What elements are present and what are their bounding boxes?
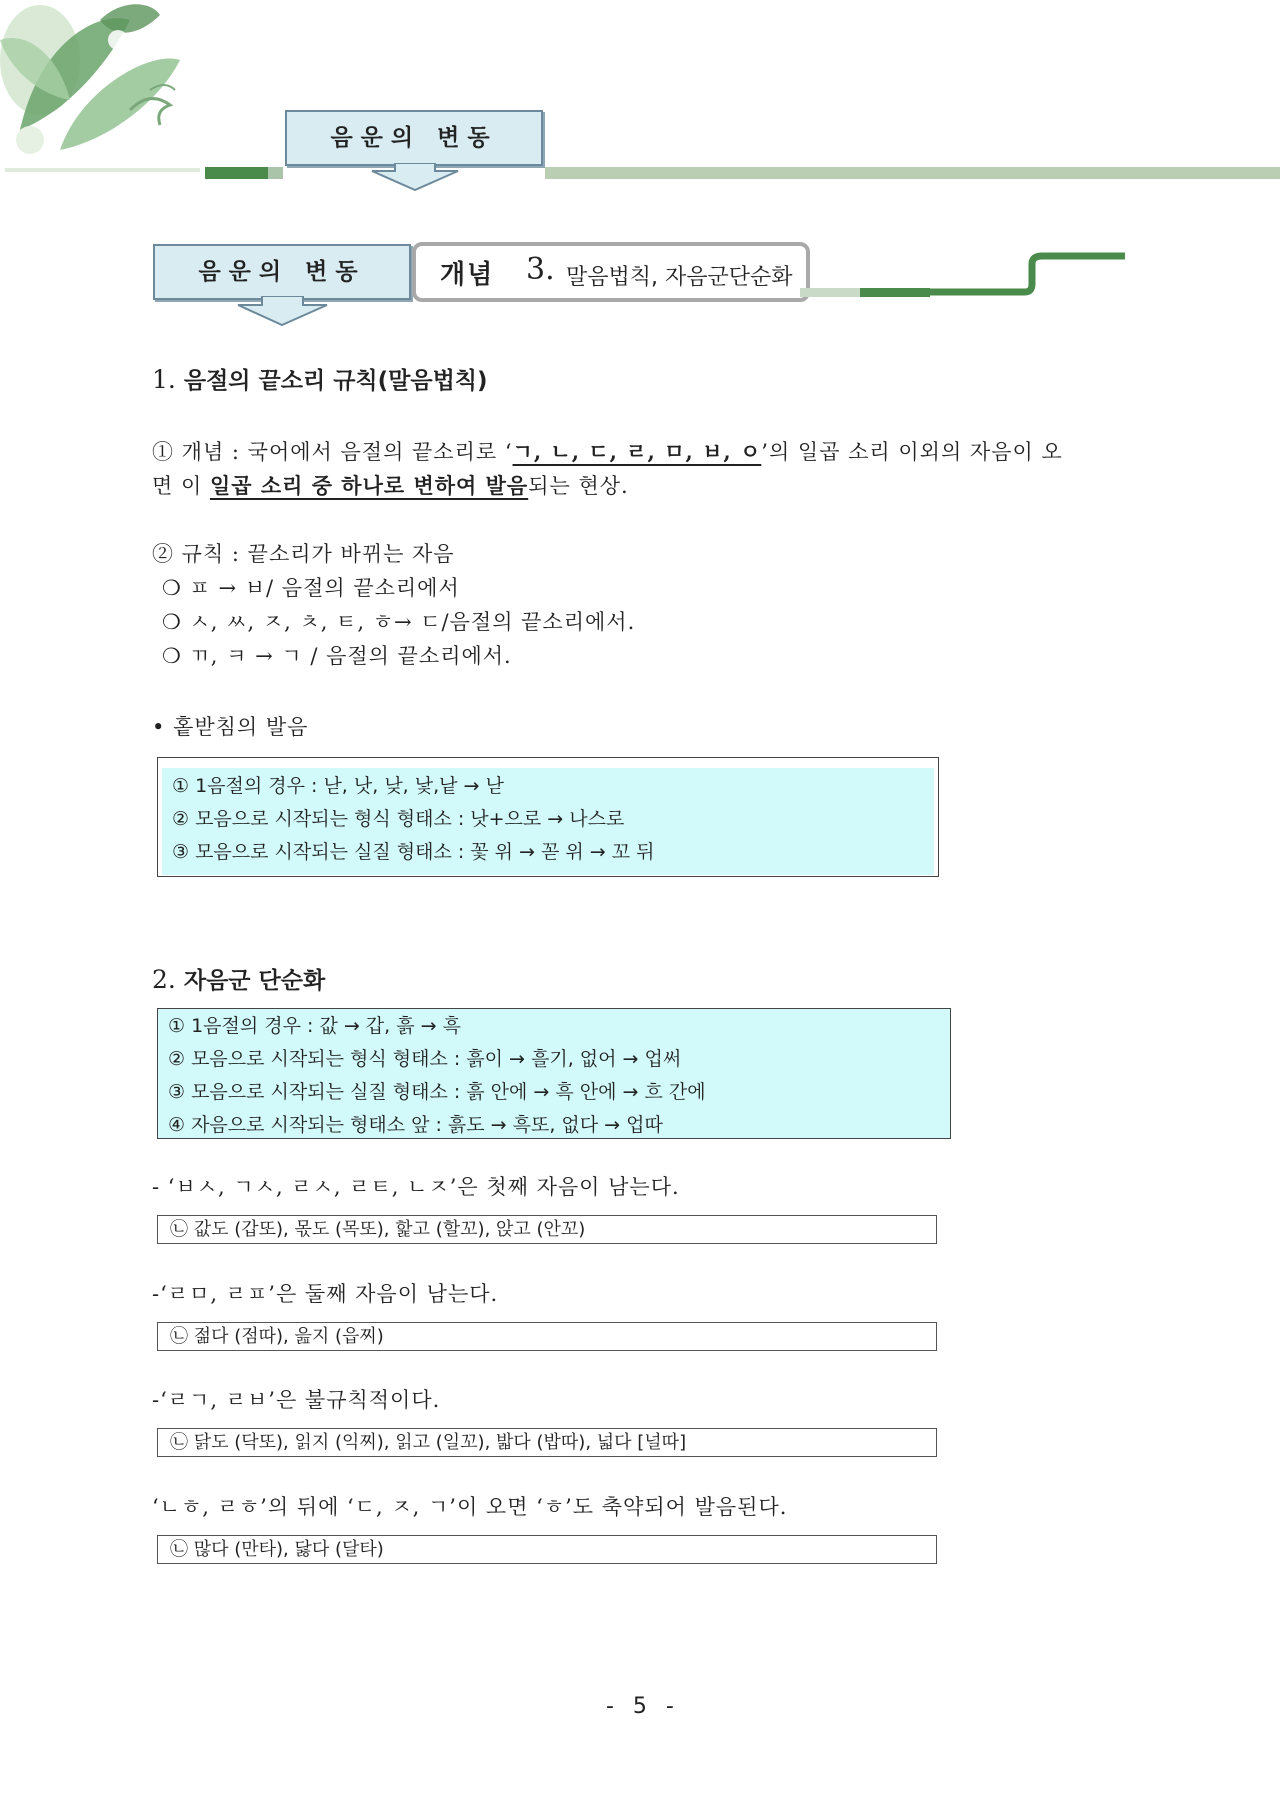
definition-consonants: ㄱ, ㄴ, ㄷ, ㄹ, ㅁ, ㅂ, ㅇ <box>512 439 762 464</box>
definition-emphasis: 일곱 소리 중 하나로 변하여 발음 <box>209 473 529 498</box>
circle-bullet-icon: ❍ <box>162 644 182 668</box>
definition-text: ’의 일곱 소리 이외의 자음이 오 <box>761 440 1063 464</box>
rule-item <box>162 605 635 639</box>
cluster-rule-1: - ‘ㅂㅅ, ㄱㅅ, ㄹㅅ, ㄹㅌ, ㄴㅈ’은 첫째 자음이 남는다. <box>152 1175 680 1199</box>
box-row: ① 1음절의 경우 : 값 → 갑, 흙 → 흑 <box>168 1015 461 1037</box>
section-2-heading <box>152 962 325 995</box>
definition-text: 면 이 <box>152 474 210 498</box>
down-arrow-icon <box>235 296 330 326</box>
header-bar-right <box>545 167 1280 179</box>
section-label: 음운의 변동 <box>153 244 411 300</box>
section-2-number: 2. <box>152 965 176 994</box>
section-1-title: 음절의 끝소리 규칙(말음법칙) <box>183 368 488 394</box>
box-row: ③ 모음으로 시작되는 실질 형태소 : 꽃 위 → 꼳 위 → 꼬 뒤 <box>172 841 655 863</box>
concept-title: 말음법칙, 자음군단순화 <box>566 265 793 290</box>
concept-tab <box>412 242 810 302</box>
box-row: ④ 자음으로 시작되는 형태소 앞 : 흙도 → 흑또, 없다 → 업따 <box>168 1114 663 1136</box>
bullet-heading-text: 홑받침의 발음 <box>173 715 309 739</box>
cluster-rule-2: -‘ㄹㅁ, ㄹㅍ’은 둘째 자음이 남는다. <box>152 1282 499 1306</box>
cluster-rule-4: ‘ㄴㅎ, ㄹㅎ’의 뒤에 ‘ㄷ, ㅈ, ㄱ’이 오면 ‘ㅎ’도 축약되어 발음된다. <box>152 1495 788 1519</box>
down-arrow-icon <box>370 163 460 191</box>
box-row: ① 1음절의 경우 : 낟, 낫, 낮, 낯,낱 → 낟 <box>172 775 504 797</box>
bullet-heading <box>152 710 308 744</box>
definition-text: ① 개념 : 국어에서 음절의 끝소리로 ‘ <box>152 440 513 464</box>
box-row: ② 모음으로 시작되는 형식 형태소 : 낫+으로 → 나스로 <box>172 808 625 830</box>
definition-line-2 <box>152 469 629 503</box>
example-box-3: ㉡ 닭도 (닥또), 읽지 (익찌), 읽고 (일꼬), 밟다 (밥따), 넓다 [널따] <box>157 1428 937 1457</box>
concept-underline <box>800 248 1130 300</box>
definition-text: 되는 현상. <box>528 474 629 498</box>
section-1-heading <box>152 362 488 395</box>
box-row: ③ 모음으로 시작되는 실질 형태소 : 흙 안에 → 흑 안에 → 흐 간에 <box>168 1081 706 1103</box>
rule-text: ㅍ → ㅂ/ 음절의 끝소리에서 <box>189 576 460 600</box>
concept-number: 3. <box>526 252 555 287</box>
definition-line-1 <box>152 435 1132 469</box>
circle-bullet-icon: ❍ <box>162 576 182 600</box>
rule-item <box>162 639 512 673</box>
box-row: ② 모음으로 시작되는 형식 형태소 : 흙이 → 흘기, 없어 → 업써 <box>168 1048 682 1070</box>
single-batchim-box-inner <box>162 768 934 875</box>
circle-bullet-icon: ❍ <box>162 610 182 634</box>
rule-text: ㄲ, ㅋ → ㄱ / 음절의 끝소리에서. <box>189 644 512 668</box>
page-number: - 5 - <box>606 1694 680 1719</box>
bullet-icon: • <box>152 715 166 739</box>
rule-text: ㅅ, ㅆ, ㅈ, ㅊ, ㅌ, ㅎ→ ㄷ/음절의 끝소리에서. <box>189 610 636 634</box>
section-1-number: 1. <box>152 365 176 394</box>
header-bar-accent <box>268 167 283 179</box>
single-batchim-box <box>157 757 939 877</box>
example-box-2: ㉡ 젊다 (점따), 읊지 (읍찌) <box>157 1322 937 1351</box>
cluster-simplification-box <box>157 1008 951 1139</box>
rule-title: ② 규칙 : 끝소리가 바뀌는 자음 <box>152 542 455 566</box>
rule-item <box>162 571 460 605</box>
example-box-1: ㉡ 값도 (갑또), 몫도 (목또), 핥고 (할꼬), 앉고 (안꼬) <box>157 1215 937 1244</box>
cluster-rule-3: -‘ㄹㄱ, ㄹㅂ’은 불규칙적이다. <box>152 1388 441 1412</box>
leaf-decoration <box>0 0 200 185</box>
header-title: 음운의 변동 <box>285 110 543 166</box>
section-2-title: 자음군 단순화 <box>183 968 326 994</box>
example-box-4: ㉡ 많다 (만타), 닳다 (달타) <box>157 1535 937 1564</box>
concept-lead: 개념 <box>440 260 495 290</box>
